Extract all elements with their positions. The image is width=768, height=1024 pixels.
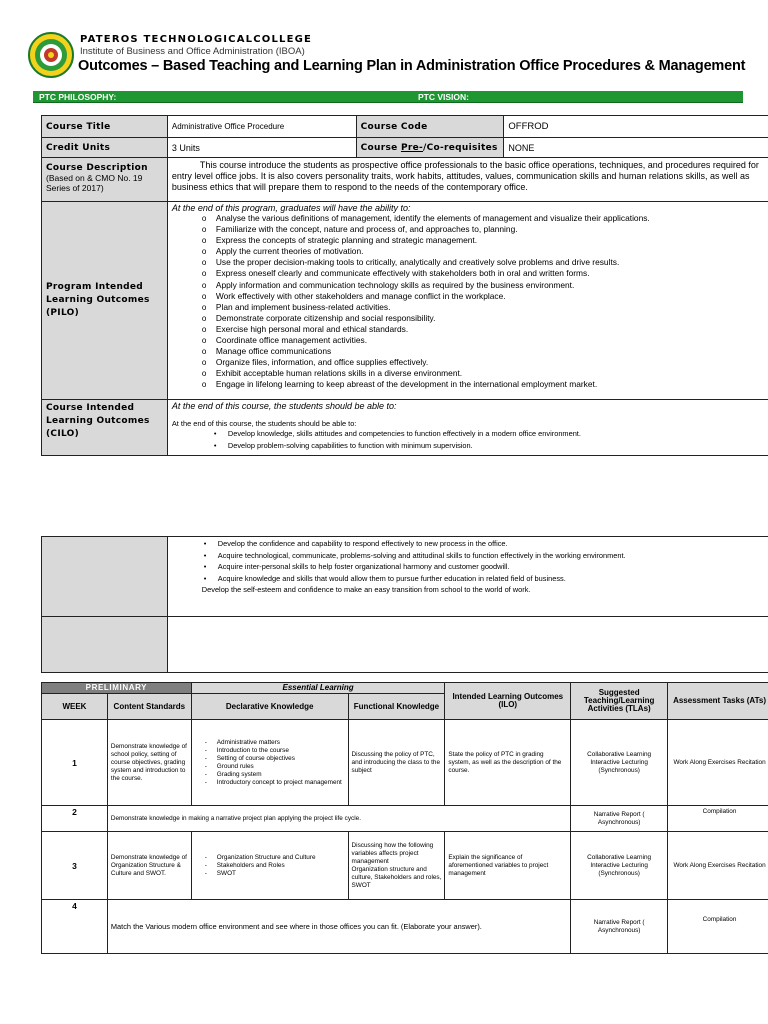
- table-row: [42, 806, 768, 832]
- pilo-content: [167, 202, 768, 400]
- content-cell: Demonstrate knowledge of Organization Structure & Culture and SWOT.: [107, 832, 191, 900]
- content-cell: Demonstrate knowledge of school policy, setting of course objectives, grading system and introduction to the course.: [107, 720, 191, 806]
- credit-units-value: 3 Units: [167, 138, 356, 158]
- cilo-content: [167, 400, 768, 456]
- pilo-lead: At the end of this program, graduates will have the ability to:: [171, 203, 411, 213]
- week-cell: 2: [42, 806, 108, 832]
- table-row: [42, 832, 768, 900]
- preliminary-header: PRELIMINARY: [42, 683, 192, 694]
- list-item: o Express the concepts of strategic planning and strategic management.: [216, 235, 767, 246]
- ilo-cell: State the policy of PTC in grading system, as well as the description of the course.: [445, 720, 571, 806]
- list-item: • Develop the confidence and capability to respond effectively to new process in the office.: [218, 538, 768, 550]
- at-cell: Compilation: [668, 900, 768, 954]
- at-cell: Work Along Exercises Recitation: [668, 720, 768, 806]
- tla-cell: Collaborative Learning Interactive Lecturing (Synchronous): [571, 832, 668, 900]
- document-title: Outcomes – Based Teaching and Learning Plan in Administration Office Procedures & Management: [78, 58, 746, 74]
- tla-cell: Narrative Report ( Asynchronous): [571, 900, 668, 954]
- week-cell: 3: [42, 832, 108, 900]
- week-cell: 1: [42, 720, 108, 806]
- declarative-list: [217, 854, 345, 878]
- college-seal-logo: [28, 32, 74, 78]
- span-activity-cell: Demonstrate knowledge in making a narrative project plan applying the project life cycle.: [107, 806, 570, 832]
- declarative-cell: [191, 720, 348, 806]
- document-header: [28, 30, 748, 90]
- course-title-value: Administrative Office Procedure: [167, 116, 356, 138]
- list-item: o Organize files, information, and office supplies effectively.: [216, 357, 767, 368]
- cilo-lead: At the end of this course, the students should be able to:: [171, 401, 397, 411]
- vision-label: PTC VISION:: [418, 92, 470, 102]
- ilo-cell: Explain the significance of aforementioned variables to project management: [445, 832, 571, 900]
- cilo-continuation-table: [41, 536, 768, 673]
- functional-knowledge-header: Functional Knowledge: [348, 694, 445, 720]
- list-item: • Acquire knowledge and skills that would allow them to pursue further education in related field of business.: [218, 573, 768, 585]
- list-item: - Introductory concept to project management: [217, 779, 345, 787]
- at-cell: Work Along Exercises Recitation: [668, 832, 768, 900]
- course-info-table: [41, 115, 768, 456]
- essential-learning-header: Essential Learning: [191, 683, 445, 694]
- college-name: PATEROS TECHNOLOGICALCOLLEGE: [80, 34, 313, 45]
- list-item: - SWOT: [217, 870, 345, 878]
- content-standards-header: Content Standards: [107, 694, 191, 720]
- at-header: Assessment Tasks (ATs): [668, 683, 768, 720]
- list-item: o Use the proper decision-making tools to critically, analytically and creatively solve problems and drive results.: [216, 257, 767, 268]
- list-item: o Plan and implement business-related activities.: [216, 302, 767, 313]
- table-row: [42, 900, 768, 954]
- list-item: - Stakeholders and Roles: [217, 862, 345, 870]
- course-code-value: OFFROD: [504, 116, 768, 138]
- credit-units-label: Credit Units: [42, 138, 168, 158]
- course-description-text: This course introduce the students as prospective office professionals to the basic office operations, techniques, and procedures required for entry level office jobs. It is also covers personality traits, work habits, attitudes, values, communication skills and human relations skills, as well as business ethics that will prepare them to respond to the needs of the contemporary office.: [167, 158, 768, 202]
- list-item: o Apply the current theories of motivation.: [216, 246, 767, 257]
- cilo-label: Course Intended Learning Outcomes (CILO): [42, 400, 168, 456]
- list-item: o Coordinate office management activities.: [216, 335, 767, 346]
- teaching-plan-table: [41, 682, 768, 954]
- span-activity-cell: Match the Various modern office environment and see where in those offices you can fit. (Elaborate your answer).: [107, 900, 570, 954]
- course-description-label: [42, 158, 168, 202]
- list-item: • Develop knowledge, skills attitudes and competencies to function effectively in a modern office environment.: [228, 428, 767, 440]
- week-header: WEEK: [42, 694, 108, 720]
- list-item: o Engage in lifelong learning to keep abreast of the development in the international employment market.: [216, 379, 767, 390]
- declarative-knowledge-header: Declarative Knowledge: [191, 694, 348, 720]
- cilo-lead-repeat: At the end of this course, the students should be able to:: [171, 419, 357, 428]
- prereq-suffix: /Co-requisites: [423, 142, 498, 153]
- functional-cell: Discussing the policy of PTC, and introducing the class to the subject: [348, 720, 445, 806]
- tla-header: Suggested Teaching/Learning Activities (TLAs): [571, 683, 668, 720]
- list-item: o Exhibit acceptable human relations skills in a diverse environment.: [216, 368, 767, 379]
- pilo-list: [216, 213, 767, 391]
- prereq-underlined: Pre-: [400, 142, 424, 153]
- list-item: o Express oneself clearly and communicate effectively with stakeholders both in oral and written forms.: [216, 268, 767, 279]
- empty-label-cell: [42, 617, 168, 673]
- list-item: o Work effectively with other stakeholders and manage conflict in the workplace.: [216, 291, 767, 302]
- list-item: • Develop problem-solving capabilities to function with minimum supervision.: [228, 440, 767, 452]
- list-item: o Exercise high personal moral and ethical standards.: [216, 324, 767, 335]
- institute-name: Institute of Business and Office Administration (IBOA): [80, 46, 305, 57]
- list-item: • Acquire technological, communicate, problems-solving and attitudinal skills to function effectively in the working environment.: [218, 550, 768, 562]
- list-item: - Setting of course objectives: [217, 755, 345, 763]
- course-title-label: Course Title: [42, 116, 168, 138]
- empty-content-cell: [167, 617, 768, 673]
- list-item: o Manage office communications: [216, 346, 767, 357]
- list-item: o Apply information and communication technology skills as required by the business environment.: [216, 280, 767, 291]
- list-item: - Organization Structure and Culture: [217, 854, 345, 862]
- cilo-continuation-label: [42, 537, 168, 617]
- cilo-continuation-tail: Develop the self-esteem and confidence to make an easy transition from school to the world of work.: [201, 585, 531, 595]
- philosophy-label: PTC PHILOSOPHY:: [39, 92, 117, 102]
- list-item: - Administrative matters: [217, 739, 345, 747]
- list-item: - Introduction to the course: [217, 747, 345, 755]
- week-cell: 4: [42, 900, 108, 954]
- at-cell: Compilation: [668, 806, 768, 832]
- course-description-heading: Course Description: [46, 163, 148, 173]
- ilo-header: Intended Learning Outcomes (ILO): [445, 683, 571, 720]
- list-item: o Analyse the various definitions of management, identify the elements of management and visualize their applications.: [216, 213, 767, 224]
- list-item: o Familiarize with the concept, nature and process of, and approaches to, planning.: [216, 224, 767, 235]
- cilo-continuation-content: [167, 537, 768, 617]
- list-item: - Grading system: [217, 771, 345, 779]
- list-item: - Ground rules: [217, 763, 345, 771]
- cilo-continuation-list: [218, 538, 768, 584]
- prerequisites-value: NONE: [504, 138, 768, 158]
- functional-cell: Discussing how the following variables affects project management Organization structure and culture, Stakeholders and roles, SWOT: [348, 832, 445, 900]
- declarative-cell: [191, 832, 348, 900]
- course-code-label: Course Code: [356, 116, 504, 138]
- declarative-list: [217, 739, 345, 787]
- list-item: o Demonstrate corporate citizenship and social responsibility.: [216, 313, 767, 324]
- table-row: [42, 720, 768, 806]
- cilo-list: [228, 428, 767, 451]
- philosophy-vision-bar: [33, 91, 743, 103]
- prereq-prefix: Course: [360, 142, 401, 153]
- pilo-label: Program Intended Learning Outcomes (PILO): [42, 202, 168, 400]
- tla-cell: Narrative Report ( Asynchronous): [571, 806, 668, 832]
- list-item: • Acquire inter-personal skills to help foster organizational harmony and customer goodwill.: [218, 561, 768, 573]
- course-description-note: (Based on & CMO No. 19 Series of 2017): [46, 173, 143, 193]
- tla-cell: Collaborative Learning Interactive Lecturing (Synchronous): [571, 720, 668, 806]
- prerequisites-label: [356, 138, 504, 158]
